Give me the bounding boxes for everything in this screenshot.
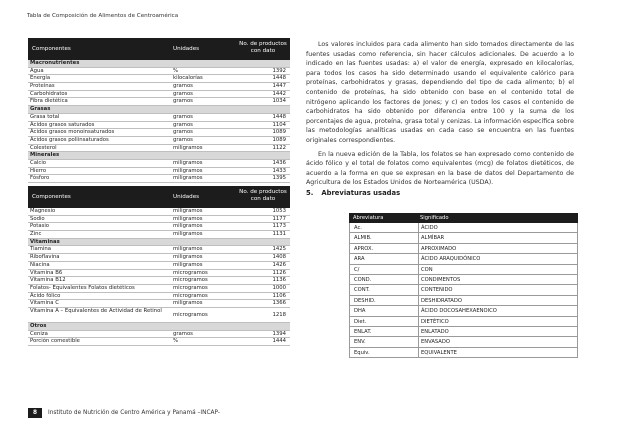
cell-component: Colesterol (30, 144, 57, 151)
cell-meaning: APROXIMADO (418, 244, 456, 254)
cell-count: 1136 (272, 277, 286, 284)
cell-meaning: ÁCIDO (418, 223, 438, 233)
cell-component: Carbohidratos (30, 90, 68, 97)
section-title: Abreviaturas usadas (321, 189, 401, 197)
table-row (28, 98, 290, 106)
cell-component: Ácidos grasos saturados (30, 121, 95, 128)
footer-text: Instituto de Nutrición de Centro América y Panamá –INCAP- (48, 410, 220, 416)
table-row (349, 348, 578, 358)
cell-abbreviation: DHA (354, 308, 366, 315)
cell-unit: % (173, 67, 179, 74)
cell-count: 1122 (272, 144, 286, 151)
cell-component: Magnesio (30, 208, 56, 214)
cell-component: Fibra dietética (30, 98, 68, 105)
cell-abbreviation: C/ (354, 266, 360, 273)
abbreviations-table (349, 213, 578, 358)
table-row (28, 208, 290, 216)
cell-unit: microgramos (173, 311, 208, 318)
cell-meaning: ÁCIDO DOCOSAHEXAENOICO (418, 306, 497, 316)
cell-count: 1392 (272, 67, 286, 74)
cell-count: 1442 (272, 90, 286, 97)
cell-component: Porción comestible (30, 338, 80, 345)
column-header: Unidades (173, 194, 200, 200)
cell-count: 1408 (272, 254, 286, 261)
cell-unit: miligramos (173, 208, 203, 214)
cell-component: Tiamina (30, 246, 52, 253)
cell-count: 1395 (272, 175, 286, 182)
cell-abbreviation: Ac. (354, 225, 362, 231)
cell-unit: microgramos (173, 284, 208, 291)
column-header: Componentes (32, 46, 71, 52)
cell-unit: miligramos (173, 215, 203, 222)
table-header (28, 38, 290, 60)
cell-component: Niacina (30, 261, 50, 268)
column-header: Significado (420, 215, 449, 221)
cell-component: Sodio (30, 215, 45, 222)
table-row (28, 300, 290, 308)
cell-count: 1218 (272, 311, 286, 318)
table-row (349, 296, 578, 306)
cell-component: Grasa total (30, 113, 60, 120)
cell-unit: miligramos (173, 246, 203, 253)
cell-meaning: CONTENIDO (418, 285, 453, 295)
cell-count: 1131 (272, 231, 286, 238)
table-row (28, 160, 290, 168)
cell-count: 1126 (272, 269, 286, 276)
table-section: Macronutrientes (28, 60, 290, 68)
section-number: 5. (306, 189, 314, 197)
cell-meaning: EQUIVALENTE (418, 348, 457, 358)
components-table (28, 38, 290, 346)
cell-component: Ácidos grasos poliinsaturados (30, 136, 109, 143)
cell-meaning: DIETÉTICO (418, 317, 449, 327)
table-row (349, 285, 578, 295)
cell-abbreviation: ENLAT. (354, 328, 372, 335)
cell-count: 1436 (272, 159, 286, 166)
cell-unit: microgramos (173, 277, 208, 284)
cell-unit: miligramos (173, 167, 203, 174)
cell-component: Riboflavina (30, 254, 60, 261)
cell-count: 1448 (272, 75, 286, 82)
cell-unit: gramos (173, 98, 193, 105)
page-header: Tabla de Composición de Alimentos de Centroamérica (27, 13, 179, 19)
table-header (349, 213, 578, 223)
column-header: Componentes (32, 194, 71, 200)
cell-unit: gramos (173, 90, 193, 97)
cell-abbreviation: Diet. (354, 318, 367, 325)
cell-abbreviation: ALMIB. (354, 235, 372, 242)
cell-component: Vitamina B12 (30, 277, 66, 284)
cell-count: 1425 (272, 246, 286, 253)
table-row (349, 275, 578, 285)
table-row (349, 337, 578, 347)
table-section: Vitaminas (28, 239, 290, 247)
cell-count: 1444 (272, 338, 286, 345)
table-row (349, 306, 578, 316)
table-row (28, 83, 290, 91)
cell-count: 1447 (272, 83, 286, 90)
cell-abbreviation: COND. (354, 276, 372, 283)
cell-unit: miligramos (173, 300, 203, 307)
cell-count: 1000 (272, 284, 286, 291)
cell-abbreviation: ARA (354, 256, 365, 263)
cell-component: Ácido fólico (30, 292, 61, 299)
cell-meaning: CONDIMENTOS (418, 275, 460, 285)
table-row (28, 168, 290, 176)
table-row (28, 231, 290, 239)
cell-unit: kilocalorías (173, 75, 203, 82)
cell-meaning: ENLATADO (418, 327, 449, 337)
cell-unit: microgramos (173, 269, 208, 276)
cell-unit: miligramos (173, 175, 203, 182)
body-text (306, 40, 574, 192)
cell-abbreviation: ENV. (354, 339, 366, 346)
cell-count: 1104 (272, 121, 286, 128)
cell-abbreviation: Equiv. (354, 349, 370, 356)
cell-unit: gramos (173, 83, 193, 90)
cell-component: Agua (30, 67, 44, 74)
table-row (28, 285, 290, 293)
column-header: No. de productos con dato (239, 189, 287, 202)
cell-component: Vitamina C (30, 300, 59, 307)
cell-component: Folatos- Equivalentes Folatos dietéticos (30, 284, 135, 291)
cell-count: 1433 (272, 167, 286, 174)
cell-unit: miligramos (173, 254, 203, 261)
table-row (349, 317, 578, 327)
cell-abbreviation: DESHID. (354, 297, 376, 304)
table-row (349, 223, 578, 233)
table-section: Minerales (28, 152, 290, 160)
table-row (28, 114, 290, 122)
cell-component: Vitamina A – Equivalentes de Actividad de Retinol (30, 308, 162, 315)
cell-unit: miligramos (173, 223, 203, 230)
cell-meaning: DESHIDRATADO (418, 296, 462, 306)
cell-count: 1106 (272, 292, 286, 299)
table-row (28, 223, 290, 231)
cell-component: Vitamina B6 (30, 269, 63, 276)
table-row (28, 262, 290, 270)
cell-unit: gramos (173, 129, 193, 136)
cell-unit: miligramos (173, 144, 203, 151)
cell-count: 1034 (272, 98, 286, 105)
page-footer (28, 408, 220, 418)
table-row (28, 216, 290, 224)
table-row (28, 175, 290, 183)
cell-count: 1448 (272, 113, 286, 120)
table-row (28, 137, 290, 145)
table-section: Grasas (28, 106, 290, 114)
table-row (349, 327, 578, 337)
cell-component: Calcio (30, 159, 47, 166)
cell-count: 1053 (272, 208, 286, 214)
cell-unit: miligramos (173, 231, 203, 238)
cell-abbreviation: CONT. (354, 287, 370, 294)
cell-count: 1173 (272, 223, 286, 230)
cell-component: Energía (30, 75, 51, 82)
table-row (28, 145, 290, 153)
table-row (28, 246, 290, 254)
table-row (28, 308, 290, 323)
cell-unit: miligramos (173, 261, 203, 268)
table-row (28, 75, 290, 83)
cell-meaning: CON (418, 265, 433, 275)
table-row (28, 254, 290, 262)
cell-count: 1089 (272, 136, 286, 143)
cell-component: Potasio (30, 223, 50, 230)
table-row (349, 233, 578, 243)
cell-component: Proteínas (30, 83, 55, 90)
column-header: No. de productos con dato (239, 41, 287, 54)
cell-count: 1366 (272, 300, 286, 307)
cell-component: Ceniza (30, 330, 48, 337)
paragraph: Los valores incluidos para cada alimento han sido tomados directamente de las fuentes usadas como referencia, sin hacer cálculos adicionales. De acuerdo a lo indicado en las fuentes usadas: a) el valor de energía, expresado en kilocalorías, para todos los casos ha sido determinado usando el equivalente calórico para proteínas, carbohidratos y grasas, dependiendo del tipo de cada alimento; b) el contenido de proteínas, ha sido obtenido con base en el contenido total de nitrógeno aplicando los factores de Jones; y c) en todos los casos el contenido de carbohidratos ha sido obtenido por diferencia entre 100 y la suma de los porcentajes de agua, proteína, grasa total y cenizas. La información específica sobre las metodologías analíticas usadas en cada caso se encuentra en las fuentes originales correspondientes. (306, 41, 574, 144)
table-row (28, 277, 290, 285)
cell-meaning: ÁCIDO ARAQUIDÓNICO (418, 254, 480, 264)
cell-unit: gramos (173, 136, 193, 143)
cell-count: 1177 (272, 215, 286, 222)
cell-component: Ácidos grasos monoinsaturados (30, 129, 115, 136)
cell-unit: gramos (173, 330, 193, 337)
column-header: Abreviatura (353, 215, 384, 221)
cell-unit: gramos (173, 121, 193, 128)
cell-count: 1089 (272, 129, 286, 136)
table-row (28, 293, 290, 301)
page-number: 8 (28, 408, 42, 418)
table-row (28, 68, 290, 76)
table-row (349, 254, 578, 264)
cell-count: 1394 (272, 330, 286, 337)
column-header: Unidades (173, 46, 200, 52)
cell-count: 1426 (272, 261, 286, 268)
table-row (349, 244, 578, 254)
cell-abbreviation: APROX. (354, 245, 374, 252)
cell-unit: microgramos (173, 292, 208, 299)
paragraph: En la nueva edición de la Tabla, los folatos se han expresado como contenido de ácido fólico y el total de folatos como equivalentes (mcg) de folatos dietéticos, de acuerdo a la forma en que se expresan en la base de datos del Departamento de Agricultura de los Estados Unidos de Norteamérica (USDA). (306, 150, 574, 187)
cell-meaning: ENVASADO (418, 337, 450, 347)
table-header (28, 186, 290, 208)
cell-component: Fósforo (30, 175, 50, 182)
cell-component: Hierro (30, 167, 47, 174)
table-section: Otros (28, 323, 290, 331)
cell-unit: miligramos (173, 159, 203, 166)
table-row (28, 338, 290, 346)
table-row (349, 265, 578, 275)
section-heading (306, 189, 400, 197)
table-row (28, 129, 290, 137)
cell-unit: % (173, 338, 179, 345)
cell-meaning: ALMÍBAR (418, 233, 444, 243)
table-row (28, 270, 290, 278)
cell-unit: gramos (173, 113, 193, 120)
cell-component: Zinc (30, 231, 42, 238)
